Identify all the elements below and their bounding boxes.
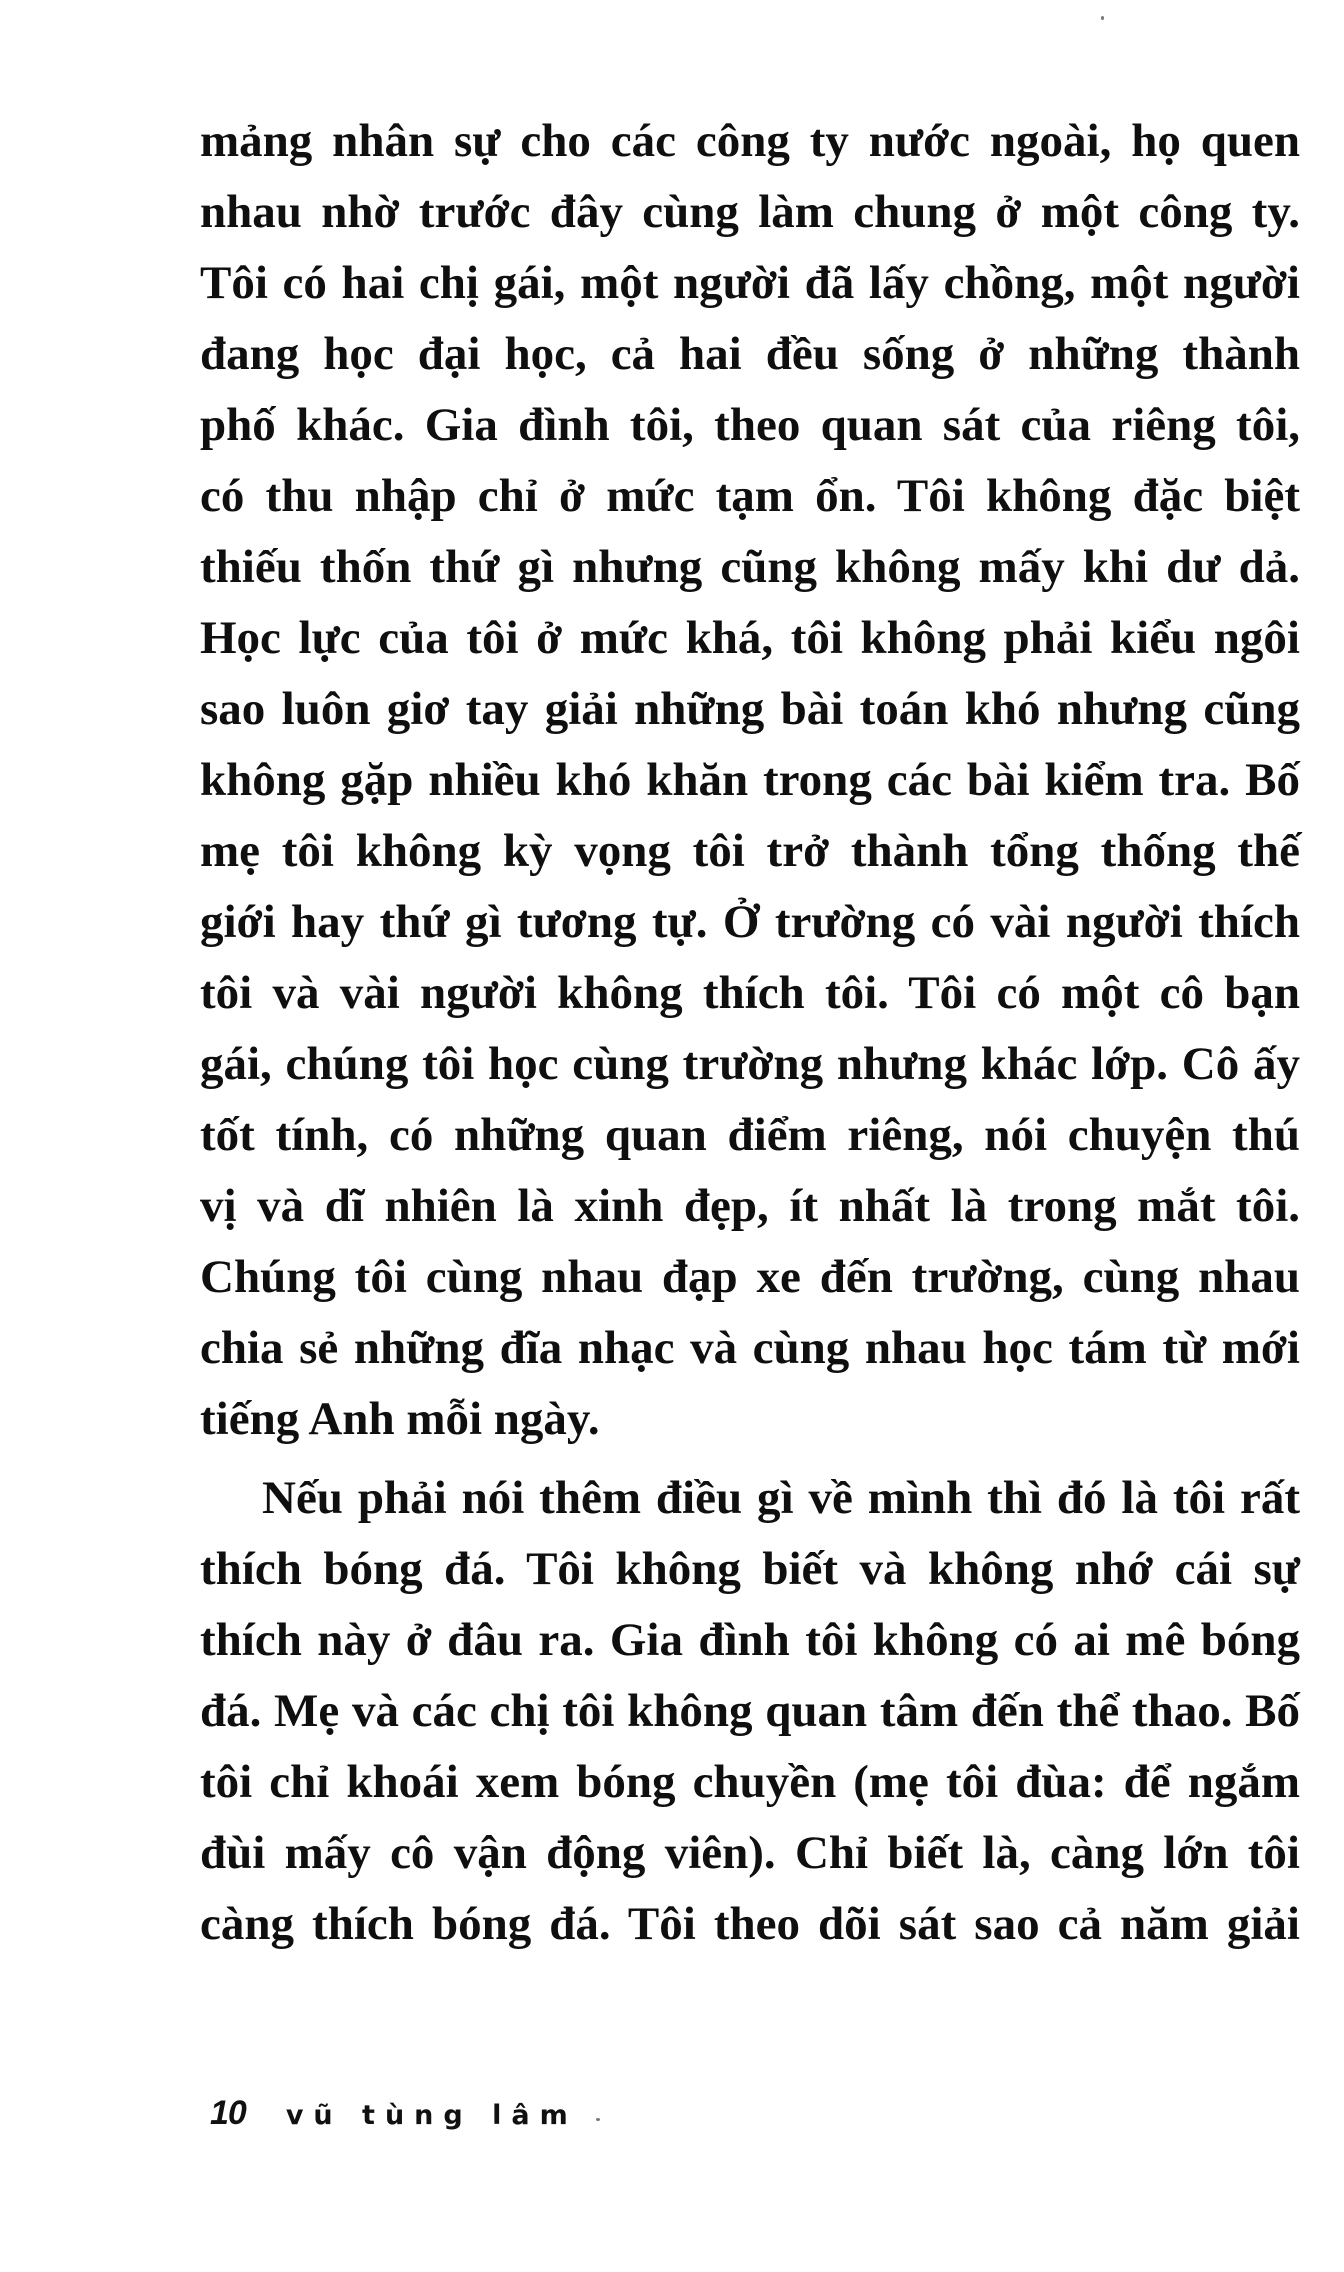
paragraph-2: [200, 1463, 1300, 1960]
text-line: tốt tính, có những quan điểm riêng, nói chuyện thú: [200, 1109, 1300, 1161]
paragraph-1: [200, 106, 1300, 1455]
text-line: không gặp nhiều khó khăn trong các bài kiểm tra. Bố: [200, 754, 1300, 806]
text-line: sao luôn giơ tay giải những bài toán khó nhưng cũng: [200, 683, 1300, 735]
text-line: đá. Mẹ và các chị tôi không quan tâm đến thể thao. Bố: [200, 1685, 1300, 1737]
text-line: tôi chỉ khoái xem bóng chuyền (mẹ tôi đùa: để ngắm: [200, 1756, 1300, 1808]
text-line: đang học đại học, cả hai đều sống ở những thành: [200, 328, 1300, 380]
page-body: [200, 106, 1300, 1960]
text-line: Học lực của tôi ở mức khá, tôi không phải kiểu ngôi: [200, 612, 1300, 664]
author-name: vũ tùng lâm: [285, 2100, 578, 2131]
text-line: phố khác. Gia đình tôi, theo quan sát của riêng tôi,: [200, 399, 1300, 451]
text-line: Nếu phải nói thêm điều gì về mình thì đó là tôi rất: [262, 1472, 1300, 1524]
text-line: có thu nhập chỉ ở mức tạm ổn. Tôi không đặc biệt: [200, 470, 1300, 522]
scan-speck: [1101, 16, 1104, 20]
text-line: đùi mấy cô vận động viên). Chỉ biết là, càng lớn tôi: [200, 1827, 1300, 1879]
text-line: thiếu thốn thứ gì nhưng cũng không mấy khi dư dả.: [200, 541, 1300, 593]
page-footer: [210, 2094, 578, 2144]
text-line: tiếng Anh mỗi ngày.: [200, 1393, 600, 1445]
text-line: Tôi có hai chị gái, một người đã lấy chồng, một người: [200, 257, 1300, 309]
text-line: Chúng tôi cùng nhau đạp xe đến trường, cùng nhau: [200, 1251, 1300, 1303]
text-line: giới hay thứ gì tương tự. Ở trường có vài người thích: [200, 896, 1300, 948]
text-line: càng thích bóng đá. Tôi theo dõi sát sao cả năm giải: [200, 1898, 1300, 1950]
text-line: chia sẻ những đĩa nhạc và cùng nhau học tám từ mới: [200, 1322, 1300, 1374]
text-line: tôi và vài người không thích tôi. Tôi có một cô bạn: [200, 967, 1300, 1019]
text-line: mảng nhân sự cho các công ty nước ngoài, họ quen: [200, 115, 1300, 167]
text-line: thích này ở đâu ra. Gia đình tôi không có ai mê bóng: [200, 1614, 1300, 1666]
text-line: gái, chúng tôi học cùng trường nhưng khác lớp. Cô ấy: [200, 1038, 1300, 1090]
text-line: nhau nhờ trước đây cùng làm chung ở một công ty.: [200, 186, 1300, 238]
text-line: vị và dĩ nhiên là xinh đẹp, ít nhất là trong mắt tôi.: [200, 1180, 1300, 1232]
text-line: mẹ tôi không kỳ vọng tôi trở thành tổng thống thế: [200, 825, 1300, 877]
page-number: 10: [210, 2094, 246, 2132]
text-line: thích bóng đá. Tôi không biết và không nhớ cái sự: [200, 1543, 1300, 1595]
scan-speck: [596, 2118, 600, 2121]
